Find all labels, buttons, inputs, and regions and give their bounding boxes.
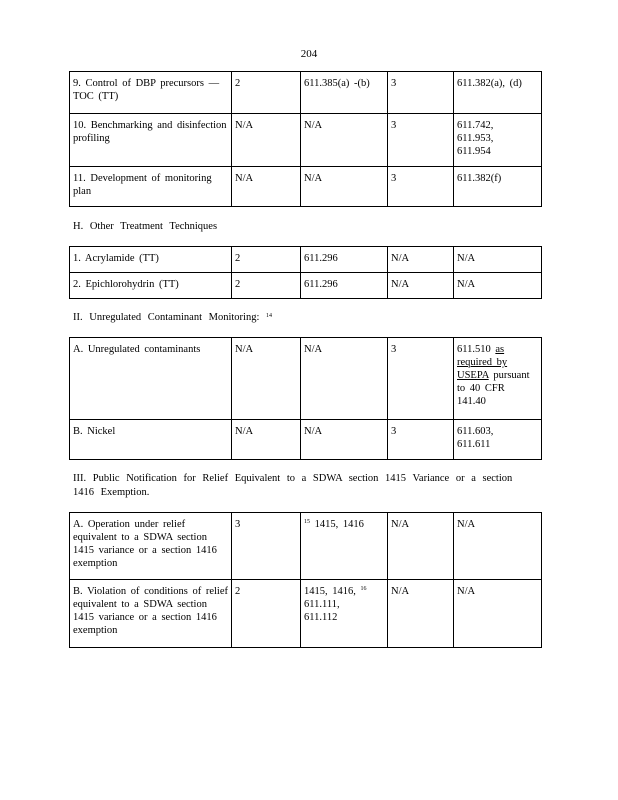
table-public-notification xyxy=(69,512,542,648)
cell-contaminant: B. Violation of conditions of relief equivalent to a SDWA section 1415 variance or a section 1416 exemption xyxy=(70,580,232,648)
footnote-marker: 14 xyxy=(266,313,273,319)
cell-citation: 611.296 xyxy=(301,273,388,299)
cell-contaminant: B. Nickel xyxy=(70,420,232,460)
cell-tier: N/A xyxy=(232,167,301,207)
cell-contaminant: A. Unregulated contaminants xyxy=(70,338,232,420)
cell-citation: N/A xyxy=(301,114,388,167)
table-row xyxy=(70,420,542,460)
cell-contaminant: 10. Benchmarking and disinfection profiling xyxy=(70,114,232,167)
cell-citation: N/A xyxy=(301,420,388,460)
cell-tier-alt: 3 xyxy=(388,420,454,460)
table-row xyxy=(70,72,542,114)
cell-tier-alt: N/A xyxy=(388,580,454,648)
table-treatment-techniques-continued xyxy=(69,71,542,207)
table-row xyxy=(70,114,542,167)
cell-citation-alt: 611.603, 611.611 xyxy=(454,420,542,460)
cell-tier: N/A xyxy=(232,420,301,460)
cell-tier-alt: 3 xyxy=(388,338,454,420)
cell-citation: N/A xyxy=(301,338,388,420)
section-heading-other-treatment: H. Other Treatment Techniques xyxy=(73,221,218,232)
cell-tier-alt: N/A xyxy=(388,273,454,299)
cell-citation-alt: N/A xyxy=(454,580,542,648)
cell-tier: N/A xyxy=(232,338,301,420)
cell-tier-alt: 3 xyxy=(388,114,454,167)
cell-contaminant: 9. Control of DBP precursors — TOC (TT) xyxy=(70,72,232,114)
cell-tier: 2 xyxy=(232,273,301,299)
cell-citation-alt: N/A xyxy=(454,247,542,273)
table-row xyxy=(70,167,542,207)
cell-citation: 1415, 1416, $^{16}$ 611.111, 611.112 xyxy=(301,580,388,648)
table-row xyxy=(70,338,542,420)
cell-tier: 2 xyxy=(232,247,301,273)
cell-contaminant: 11. Development of monitoring plan xyxy=(70,167,232,207)
table-row xyxy=(70,273,542,299)
cell-tier: 2 xyxy=(232,72,301,114)
cell-tier: 3 xyxy=(232,513,301,580)
cell-citation: 611.385(a) -(b) xyxy=(301,72,388,114)
cell-tier: 2 xyxy=(232,580,301,648)
section-heading-unregulated-monitoring: II. Unregulated Contaminant Monitoring: $^{14}$ xyxy=(73,312,273,323)
cell-citation-alt: N/A xyxy=(454,273,542,299)
cell-citation-alt: 611.382(a), (d) xyxy=(454,72,542,114)
cell-citation-alt: N/A xyxy=(454,513,542,580)
table-row xyxy=(70,580,542,648)
cell-citation: $^{15}$ 1415, 1416 xyxy=(301,513,388,580)
cell-tier-alt: 3 xyxy=(388,72,454,114)
footnote-marker: 16 xyxy=(360,586,367,592)
cell-citation-alt: 611.742, 611.953, 611.954 xyxy=(454,114,542,167)
cell-tier: N/A xyxy=(232,114,301,167)
table-row xyxy=(70,513,542,580)
table-other-treatment-techniques xyxy=(69,246,542,299)
cell-citation-alt: 611.510 as required by USEPA pursuant to 40 CFR 141.40 xyxy=(454,338,542,420)
cell-contaminant: A. Operation under relief equivalent to a SDWA section 1415 variance or a section 1416 exemption xyxy=(70,513,232,580)
cell-tier-alt: N/A xyxy=(388,513,454,580)
cell-tier-alt: N/A xyxy=(388,247,454,273)
table-unregulated-monitoring xyxy=(69,337,542,460)
cell-contaminant: 2. Epichlorohydrin (TT) xyxy=(70,273,232,299)
cell-citation: N/A xyxy=(301,167,388,207)
cell-citation: 611.296 xyxy=(301,247,388,273)
cell-contaminant: 1. Acrylamide (TT) xyxy=(70,247,232,273)
section-heading-public-notification: III. Public Notification for Relief Equivalent to a SDWA section 1415 Variance or a section 1416 Exemption. xyxy=(73,473,513,498)
page-number: 204 xyxy=(300,48,318,60)
cell-citation-alt: 611.382(f) xyxy=(454,167,542,207)
footnote-marker: 15 xyxy=(304,519,310,525)
table-row xyxy=(70,247,542,273)
cell-tier-alt: 3 xyxy=(388,167,454,207)
